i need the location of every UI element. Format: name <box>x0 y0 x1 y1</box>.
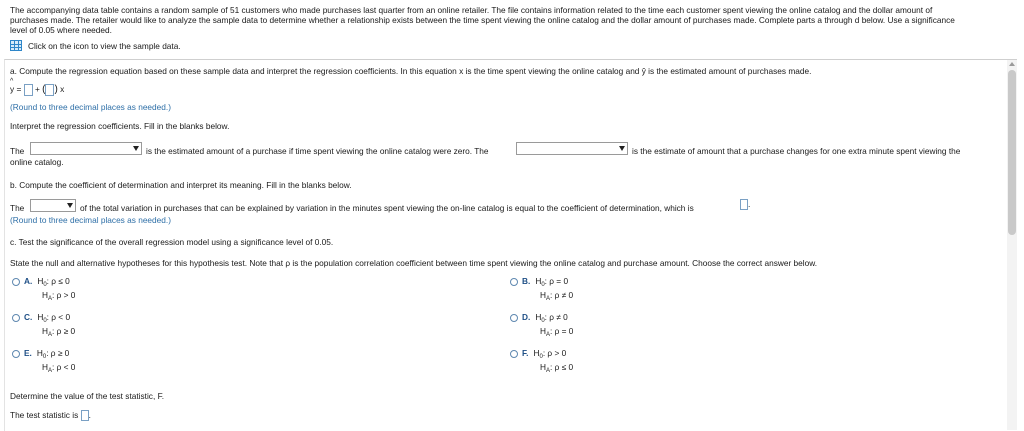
interpret-instruction: Interpret the regression coefficients. Fill in the blanks below. <box>10 121 230 131</box>
y-hat-label: ^ y = <box>10 84 21 94</box>
intercept-interpretation-text: is the estimated amount of a purchase if time spent viewing the online catalog were zero. The <box>146 146 489 156</box>
radio-a[interactable] <box>12 278 20 286</box>
slope-interpretation-text-2: online catalog. <box>10 157 64 167</box>
test-statistic-row: The test statistic is . <box>10 410 91 420</box>
slope-interpretation-text: is the estimate of amount that a purchase changes for one extra minute spent viewing the <box>632 146 961 156</box>
radio-e[interactable] <box>12 350 20 358</box>
intercept-input[interactable] <box>24 84 33 96</box>
scrollbar[interactable] <box>1007 60 1017 430</box>
option-c[interactable]: C. $H_0$: ρ < 0 <box>12 312 70 324</box>
chevron-down-icon <box>133 146 139 151</box>
option-e-alt: $H_A$: ρ < 0 <box>42 362 76 374</box>
scroll-up-arrow-icon[interactable] <box>1009 62 1015 66</box>
x-label: x <box>60 84 65 95</box>
regression-equation: ^ y = + ( ) x <box>10 84 64 96</box>
view-sample-data-link[interactable] <box>10 40 181 51</box>
test-statistic-input[interactable] <box>81 410 89 421</box>
round-hint-a: (Round to three decimal places as needed.) <box>10 102 171 112</box>
radio-f[interactable] <box>510 350 518 358</box>
coefficient-dropdown-2[interactable] <box>516 142 628 155</box>
the-label-1: The <box>10 146 25 156</box>
option-d[interactable]: D. $H_0$: ρ ≠ 0 <box>510 312 568 324</box>
intro-line-2: purchases made. The retailer would like to analyze the sample data to determine whether a relationship exists between the time spent viewing the online catalog and the dollar amount of purchases made. Complete parts a through d below. Use a significance <box>10 15 955 25</box>
radio-b[interactable] <box>510 278 518 286</box>
option-f[interactable]: F. $H_0$: ρ > 0 <box>510 348 566 360</box>
part-b-prompt: b. Compute the coefficient of determination and interpret its meaning. Fill in the blanks below. <box>10 180 352 190</box>
option-b[interactable]: B. $H_0$: ρ = 0 <box>510 276 568 288</box>
data-table-icon[interactable] <box>10 40 22 51</box>
scroll-thumb[interactable] <box>1008 70 1016 235</box>
chevron-down-icon <box>619 146 625 151</box>
option-a[interactable]: A. $H_0$: ρ ≤ 0 <box>12 276 70 288</box>
radio-d[interactable] <box>510 314 518 322</box>
percentage-dropdown[interactable] <box>30 199 76 212</box>
view-sample-data-label: Click on the icon to view the sample data. <box>28 40 181 51</box>
option-f-alt: $H_A$: ρ ≤ 0 <box>540 362 574 374</box>
chevron-down-icon <box>67 203 73 208</box>
option-e[interactable]: E. $H_0$: ρ ≥ 0 <box>12 348 69 360</box>
r-squared-input[interactable] <box>740 199 748 210</box>
part-c-prompt: c. Test the significance of the overall regression model using a significance level of 0.05. <box>10 237 334 247</box>
option-d-alt: $H_A$: ρ = 0 <box>540 326 574 338</box>
part-a-prompt: a. Compute the regression equation based on these sample data and interpret the regression coefficients. In this equation x is the time spent viewing the online catalog and ŷ is the estimated amount of purchases made. <box>10 66 812 76</box>
determination-text: of the total variation in purchases that can be explained by variation in the minutes spent viewing the on-line catalog is equal to the coefficient of determination, which is <box>80 203 694 213</box>
the-label-2: The <box>10 203 25 213</box>
radio-c[interactable] <box>12 314 20 322</box>
option-c-alt: $H_A$: ρ ≥ 0 <box>42 326 76 338</box>
problem-intro <box>10 5 1010 35</box>
test-statistic-prompt: Determine the value of the test statistic, F. <box>10 391 165 401</box>
option-b-alt: $H_A$: ρ ≠ 0 <box>540 290 574 302</box>
intro-line-1: The accompanying data table contains a random sample of 51 customers who made purchases last quarter from an online retailer. The file contains information related to the time each customer spent viewing the online catalog and the dollar amount of <box>10 5 933 15</box>
coefficient-dropdown-1[interactable] <box>30 142 142 155</box>
option-a-alt: $H_A$: ρ > 0 <box>42 290 76 302</box>
test-statistic-label: The test statistic is <box>10 410 79 420</box>
round-hint-b: (Round to three decimal places as needed.) <box>10 215 171 225</box>
plus-sign: + <box>34 84 40 95</box>
intro-line-3: level of 0.05 where needed. <box>10 25 112 35</box>
hypotheses-prompt: State the null and alternative hypotheses for this hypothesis test. Note that ρ is the population correlation coefficient between time spent viewing the online catalog and purchase amount. Choose the correct answer below. <box>10 258 818 268</box>
